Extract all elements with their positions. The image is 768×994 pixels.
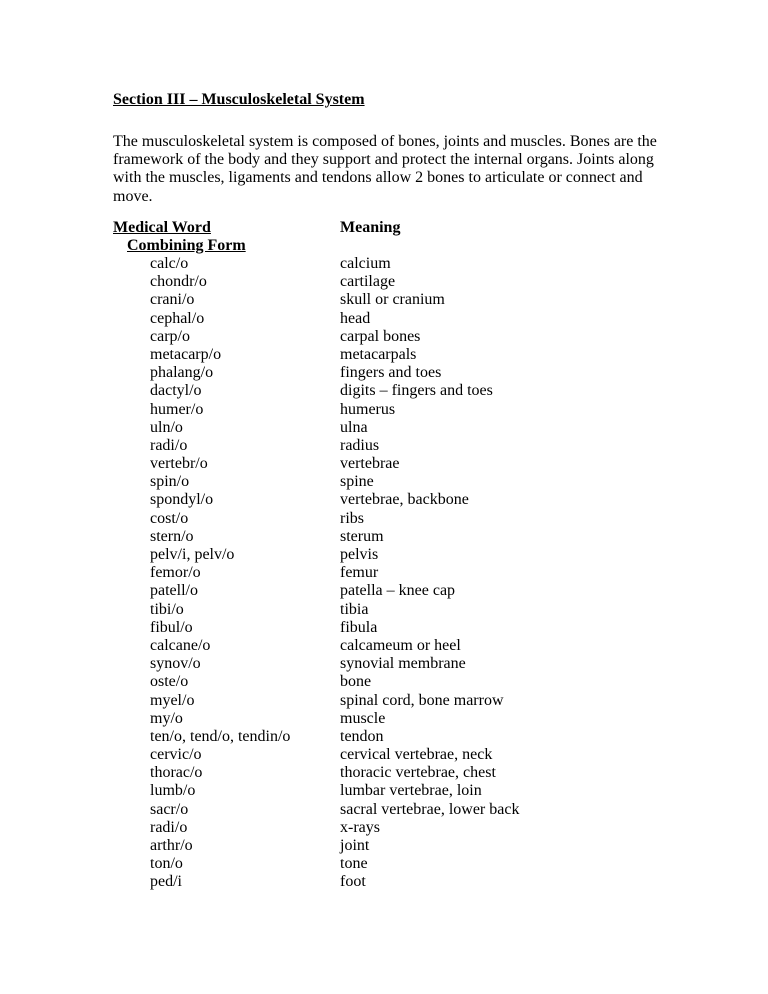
combining-form: ped/i: [150, 873, 182, 891]
combining-form: metacarp/o: [150, 345, 222, 363]
term-meaning: synovial membrane: [340, 655, 466, 673]
term-meaning: foot: [340, 873, 366, 891]
combining-form: my/o: [150, 709, 183, 727]
term-meaning: radius: [340, 436, 380, 454]
combining-form: stern/o: [150, 527, 194, 545]
term-meaning: calcium: [340, 255, 391, 272]
term-meaning: tibia: [340, 600, 369, 618]
term-meaning: sterum: [340, 527, 384, 545]
combining-form: femor/o: [150, 564, 201, 582]
combining-form: sacr/o: [150, 800, 189, 818]
combining-form: pelv/i, pelv/o: [150, 546, 235, 563]
combining-form: lumb/o: [150, 782, 196, 800]
term-meaning: skull or cranium: [340, 291, 445, 309]
term-meaning: fingers and toes: [340, 364, 442, 382]
term-meaning: ulna: [340, 418, 368, 436]
combining-form: patell/o: [150, 582, 198, 600]
combining-form: crani/o: [150, 291, 195, 309]
combining-form: chondr/o: [150, 273, 207, 291]
term-meaning: muscle: [340, 709, 386, 727]
term-meaning: pelvis: [340, 546, 379, 563]
term-meaning: cervical vertebrae, neck: [340, 746, 493, 764]
combining-form: phalang/o: [150, 364, 214, 382]
combining-form: ten/o, tend/o, tendin/o: [150, 727, 291, 745]
term-meaning: tone: [340, 855, 368, 873]
term-meaning: spinal cord, bone marrow: [340, 691, 504, 709]
combining-form: arthr/o: [150, 837, 193, 854]
term-meaning: carpal bones: [340, 327, 421, 345]
combining-form: tibi/o: [150, 600, 184, 618]
combining-form: dactyl/o: [150, 382, 202, 400]
term-meaning: patella – knee cap: [340, 582, 456, 600]
term-meaning: joint: [340, 837, 370, 854]
term-meaning: vertebrae, backbone: [340, 491, 469, 509]
combining-form: spin/o: [150, 473, 190, 491]
header-meaning: Meaning: [340, 219, 401, 236]
combining-form: myel/o: [150, 691, 195, 709]
intro-paragraph: The musculoskeletal system is composed of bones, joints and muscles. Bones are the framework of the body and they support and protect the internal organs. Joints along with the muscles, ligaments and tendons allow 2 bones to articulate or connect and move.: [113, 133, 657, 205]
combining-form: humer/o: [150, 400, 204, 418]
combining-form: ton/o: [150, 855, 183, 873]
term-meaning: vertebrae: [340, 455, 400, 473]
term-meaning: tendon: [340, 727, 384, 745]
combining-form: radi/o: [150, 436, 188, 454]
combining-form: cephal/o: [150, 309, 205, 327]
combining-form: uln/o: [150, 418, 183, 436]
combining-form: cost/o: [150, 509, 189, 527]
combining-form: calc/o: [150, 255, 189, 272]
term-meaning: x-rays: [340, 818, 380, 836]
term-meaning: cartilage: [340, 273, 396, 291]
term-meaning: bone: [340, 673, 372, 691]
combining-form: carp/o: [150, 327, 190, 345]
term-meaning: sacral vertebrae, lower back: [340, 800, 520, 818]
section-title: Section III – Musculoskeletal System: [113, 91, 365, 108]
table-header: [113, 219, 413, 237]
combining-form: fibul/o: [150, 618, 193, 636]
term-meaning: digits – fingers and toes: [340, 382, 493, 400]
term-meaning: head: [340, 309, 371, 327]
combining-form: calcane/o: [150, 636, 211, 654]
term-meaning: ribs: [340, 509, 364, 527]
term-meaning: metacarpals: [340, 345, 417, 363]
header-medical-word: Medical Word: [113, 219, 211, 236]
combining-form: oste/o: [150, 673, 189, 691]
term-meaning: spine: [340, 473, 374, 491]
term-meaning: thoracic vertebrae, chest: [340, 764, 496, 782]
combining-form: thorac/o: [150, 764, 203, 782]
term-meaning: humerus: [340, 400, 396, 418]
combining-form: cervic/o: [150, 746, 202, 764]
term-meaning: lumbar vertebrae, loin: [340, 782, 482, 800]
term-meaning: fibula: [340, 618, 378, 636]
term-meaning: femur: [340, 564, 379, 582]
subheading-combining-form: Combining Form: [127, 237, 246, 254]
combining-form: vertebr/o: [150, 455, 208, 473]
term-meaning: calcameum or heel: [340, 636, 461, 654]
combining-form: spondyl/o: [150, 491, 214, 509]
combining-form: radi/o: [150, 818, 188, 836]
combining-form: synov/o: [150, 655, 201, 673]
